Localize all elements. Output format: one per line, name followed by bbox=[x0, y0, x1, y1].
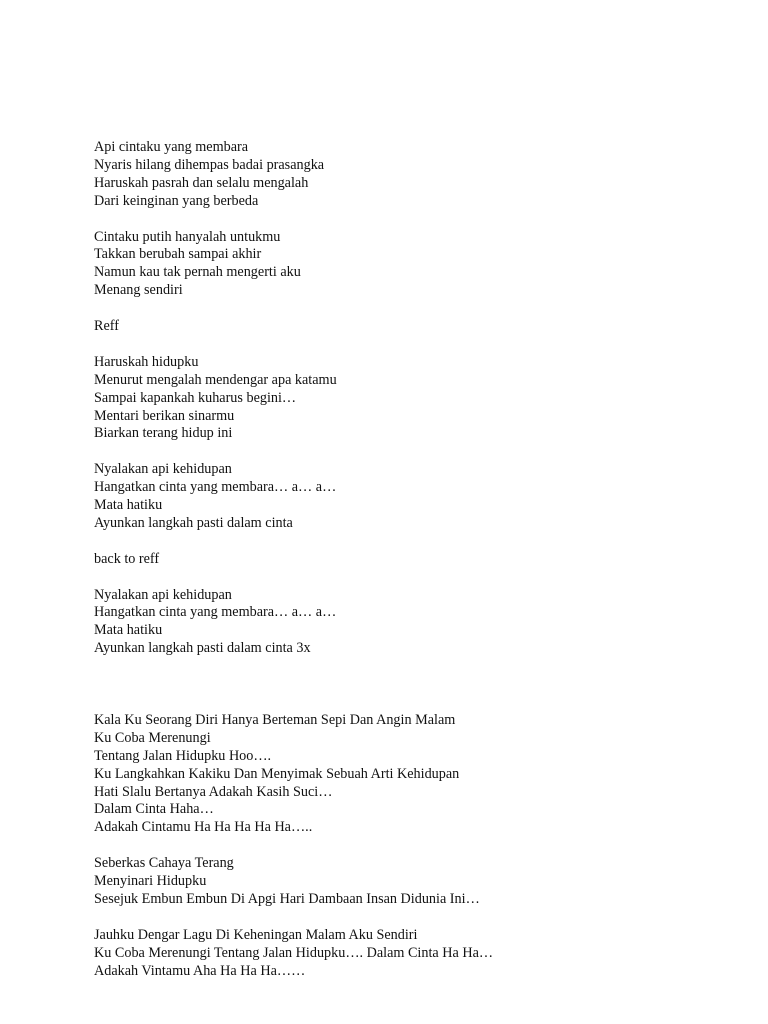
song1-bridge1-line-1: Nyalakan api kehidupan bbox=[94, 461, 232, 478]
song1-verse2-line-4: Menang sendiri bbox=[94, 282, 183, 299]
song2-verse3-line-1: Jauhku Dengar Lagu Di Keheningan Malam Aku Sendiri bbox=[94, 926, 418, 943]
stanza-spacer bbox=[94, 837, 734, 855]
song1-verse2-line-2: Takkan berubah sampai akhir bbox=[94, 246, 262, 263]
song2-verse1-line-1: Kala Ku Seorang Diri Hanya Berteman Sepi Dan Angin Malam bbox=[94, 711, 456, 728]
reff-label: Reff bbox=[94, 318, 119, 335]
stanza-spacer bbox=[94, 211, 734, 229]
song2-verse3-line-3: Adakah Vintamu Aha Ha Ha Ha…… bbox=[94, 962, 306, 979]
stanza-spacer bbox=[94, 909, 734, 927]
song1-bridge1-line-3: Mata hatiku bbox=[94, 497, 163, 514]
song2-verse1-line-7: Adakah Cintamu Ha Ha Ha Ha Ha….. bbox=[94, 819, 313, 836]
song1-verse2-line-1: Cintaku putih hanyalah untukmu bbox=[94, 228, 281, 245]
song2-verse2-line-2: Menyinari Hidupku bbox=[94, 873, 207, 890]
stanza-spacer bbox=[94, 300, 734, 318]
song2-verse3-line-2: Ku Coba Merenungi Tentang Jalan Hidupku…. Dalam Cinta Ha Ha… bbox=[94, 944, 494, 961]
stanza-spacer bbox=[94, 533, 734, 551]
song1-verse1-line-4: Dari keinginan yang berbeda bbox=[94, 192, 259, 209]
song1-bridge2-line-2: Hangatkan cinta yang membara… a… a… bbox=[94, 604, 337, 621]
song2-verse2-line-3: Sesejuk Embun Embun Di Apgi Hari Dambaan Insan Didunia Ini… bbox=[94, 890, 480, 907]
song1-bridge2-line-3: Mata hatiku bbox=[94, 622, 163, 639]
back-to-reff-label: back to reff bbox=[94, 550, 160, 567]
stanza-spacer bbox=[94, 443, 734, 461]
song1-bridge1-line-4: Ayunkan langkah pasti dalam cinta bbox=[94, 514, 293, 531]
song1-reff-line-2: Menurut mengalah mendengar apa katamu bbox=[94, 371, 337, 388]
song2-verse1-line-5: Hati Slalu Bertanya Adakah Kasih Suci… bbox=[94, 783, 333, 800]
song1-verse1-line-3: Haruskah pasrah dan selalu mengalah bbox=[94, 174, 309, 191]
stanza-spacer bbox=[94, 569, 734, 587]
song1-verse1-line-1: Api cintaku yang membara bbox=[94, 139, 249, 155]
song1-reff-line-5: Biarkan terang hidup ini bbox=[94, 425, 233, 442]
song1-reff-line-1: Haruskah hidupku bbox=[94, 353, 199, 370]
stanza-spacer bbox=[94, 336, 734, 354]
song1-bridge1-line-2: Hangatkan cinta yang membara… a… a… bbox=[94, 479, 337, 496]
lyrics-text-block bbox=[94, 139, 734, 980]
song1-bridge2-line-4: Ayunkan langkah pasti dalam cinta 3x bbox=[94, 640, 311, 657]
song2-verse2-line-1: Seberkas Cahaya Terang bbox=[94, 855, 234, 872]
song2-verse1-line-3: Tentang Jalan Hidupku Hoo…. bbox=[94, 747, 272, 764]
song1-bridge2-line-1: Nyalakan api kehidupan bbox=[94, 586, 232, 603]
song1-reff-line-3: Sampai kapankah kuharus begini… bbox=[94, 389, 297, 406]
song-separator bbox=[94, 658, 734, 712]
song2-verse1-line-6: Dalam Cinta Haha… bbox=[94, 801, 214, 818]
song2-verse1-line-2: Ku Coba Merenungi bbox=[94, 729, 211, 746]
song1-reff-line-4: Mentari berikan sinarmu bbox=[94, 407, 235, 424]
song2-verse1-line-4: Ku Langkahkan Kakiku Dan Menyimak Sebuah Arti Kehidupan bbox=[94, 765, 460, 782]
song1-verse2-line-3: Namun kau tak pernah mengerti aku bbox=[94, 264, 301, 281]
song1-verse1-line-2: Nyaris hilang dihempas badai prasangka bbox=[94, 156, 325, 173]
